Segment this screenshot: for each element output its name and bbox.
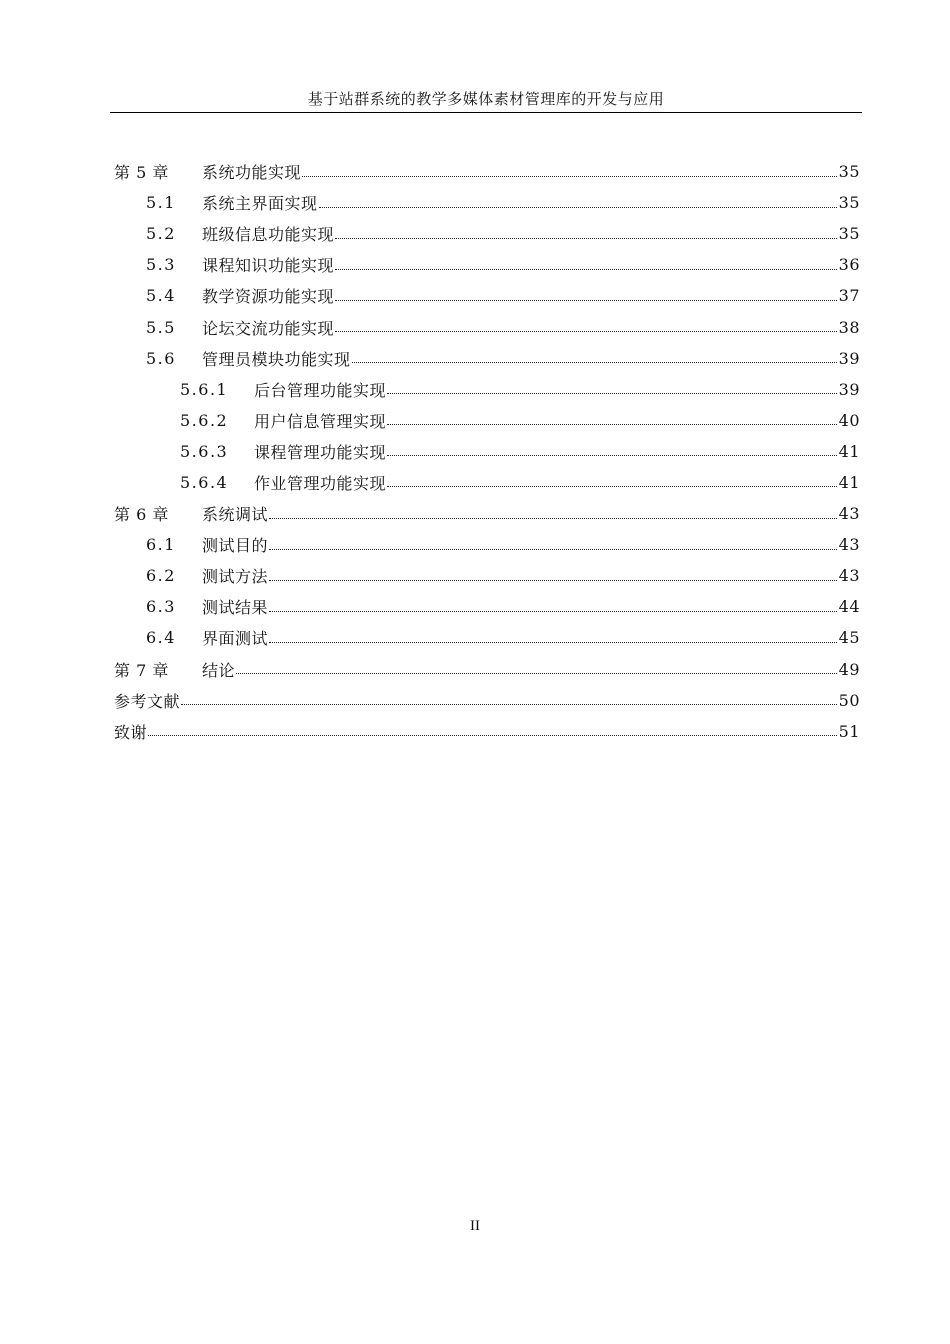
toc-entry-5-6-3[interactable] [114, 436, 860, 467]
toc-leader-dots [387, 412, 837, 428]
toc-entry-title: 课程管理功能实现 [254, 442, 387, 462]
toc-entry-number: 5.1 [146, 193, 176, 213]
toc-entry-5-3[interactable] [114, 249, 860, 280]
toc-entry-page: 43 [838, 566, 860, 586]
toc-entry-title: 班级信息功能实现 [202, 225, 335, 245]
toc-entry-page: 37 [838, 286, 860, 306]
toc-entry-page: 44 [838, 597, 860, 617]
toc-entry-number: 5.5 [146, 317, 176, 337]
toc-entry-chapter-6[interactable] [114, 498, 860, 529]
toc-entry-chapter-5[interactable] [114, 156, 860, 187]
page-number: II [470, 1218, 480, 1234]
toc-entry-title: 界面测试 [202, 629, 269, 649]
toc-entry-title: 管理员模块功能实现 [202, 349, 351, 369]
toc-entry-6-1[interactable] [114, 529, 860, 560]
toc-entry-page: 43 [838, 504, 860, 524]
toc-leader-dots [269, 506, 837, 522]
toc-leader-dots [236, 661, 837, 677]
toc-entry-page: 35 [838, 224, 860, 244]
running-header-title: 基于站群系统的教学多媒体素材管理库的开发与应用 [307, 90, 665, 108]
toc-entry-title: 测试结果 [202, 598, 269, 618]
toc-leader-dots [335, 226, 837, 242]
toc-leader-dots [269, 599, 837, 615]
toc-entry-title: 系统功能实现 [202, 163, 302, 183]
toc-entry-page: 40 [838, 410, 860, 430]
toc-entry-title: 致谢 [114, 722, 148, 742]
toc-entry-number: 5.4 [146, 286, 176, 306]
toc-entry-page: 36 [838, 255, 860, 275]
toc-entry-page: 49 [838, 659, 860, 679]
toc-leader-dots [181, 692, 837, 708]
toc-entry-title: 测试目的 [202, 536, 269, 556]
toc-entry-page: 39 [838, 379, 860, 399]
toc-entry-title: 系统调试 [202, 505, 269, 525]
toc-entry-title: 结论 [202, 660, 236, 680]
toc-entry-title: 测试方法 [202, 567, 269, 587]
toc-entry-number: 5.6.3 [180, 441, 229, 461]
toc-entry-page: 35 [838, 162, 860, 182]
toc-entry-page: 38 [838, 317, 860, 337]
toc-entry-title: 后台管理功能实现 [254, 380, 387, 400]
toc-entry-5-5[interactable] [114, 311, 860, 342]
toc-entry-title: 教学资源功能实现 [202, 287, 335, 307]
toc-entry-page: 51 [838, 721, 860, 741]
toc-entry-number: 6.4 [146, 628, 176, 648]
toc-entry-page: 50 [838, 690, 860, 710]
toc-entry-5-2[interactable] [114, 218, 860, 249]
toc-entry-title: 用户信息管理实现 [254, 411, 387, 431]
toc-entry-5-6[interactable] [114, 343, 860, 374]
toc-entry-number: 6.1 [146, 535, 176, 555]
toc-entry-title: 作业管理功能实现 [254, 473, 387, 493]
toc-leader-dots [269, 568, 837, 584]
toc-leader-dots [387, 443, 837, 459]
toc-entry-6-3[interactable] [114, 591, 860, 622]
toc-entry-number: 6.3 [146, 597, 176, 617]
toc-leader-dots [302, 164, 837, 180]
toc-entry-page: 39 [838, 348, 860, 368]
toc-entry-page: 35 [838, 193, 860, 213]
toc-entry-number: 5.3 [146, 255, 176, 275]
toc-entry-title: 参考文献 [114, 691, 181, 711]
toc-entry-title: 论坛交流功能实现 [202, 318, 335, 338]
toc-entry-references[interactable] [114, 685, 860, 716]
toc-entry-number: 5.6.2 [180, 410, 229, 430]
toc-leader-dots [269, 630, 837, 646]
toc-entry-page: 41 [838, 441, 860, 461]
toc-leader-dots [148, 723, 837, 739]
toc-entry-number: 5.6 [146, 348, 176, 368]
toc-leader-dots [387, 474, 837, 490]
toc-entry-acknowledgements[interactable] [114, 716, 860, 747]
toc-entry-number: 5.2 [146, 224, 176, 244]
toc-leader-dots [269, 537, 837, 553]
toc-leader-dots [352, 350, 837, 366]
toc-leader-dots [335, 319, 837, 335]
toc-leader-dots [319, 195, 837, 211]
toc-leader-dots [335, 257, 837, 273]
toc-entry-title: 系统主界面实现 [202, 194, 318, 214]
toc-entry-5-6-1[interactable] [114, 374, 860, 405]
toc-entry-5-1[interactable] [114, 187, 860, 218]
toc-entry-5-6-4[interactable] [114, 467, 860, 498]
toc-leader-dots [387, 381, 837, 397]
toc-entry-number: 5.6.4 [180, 472, 229, 492]
toc-entry-5-6-2[interactable] [114, 405, 860, 436]
table-of-contents [114, 156, 860, 747]
toc-entry-page: 43 [838, 535, 860, 555]
header-divider [110, 112, 862, 113]
toc-entry-number: 第 7 章 [114, 660, 169, 680]
toc-leader-dots [335, 288, 837, 304]
toc-entry-6-4[interactable] [114, 622, 860, 653]
toc-entry-page: 45 [838, 628, 860, 648]
toc-entry-title: 课程知识功能实现 [202, 256, 335, 276]
toc-entry-number: 第 5 章 [114, 163, 169, 183]
toc-entry-chapter-7[interactable] [114, 654, 860, 685]
toc-entry-number: 第 6 章 [114, 505, 169, 525]
toc-entry-number: 6.2 [146, 566, 176, 586]
toc-entry-number: 5.6.1 [180, 379, 229, 399]
toc-entry-5-4[interactable] [114, 280, 860, 311]
toc-entry-6-2[interactable] [114, 560, 860, 591]
toc-entry-page: 41 [838, 472, 860, 492]
